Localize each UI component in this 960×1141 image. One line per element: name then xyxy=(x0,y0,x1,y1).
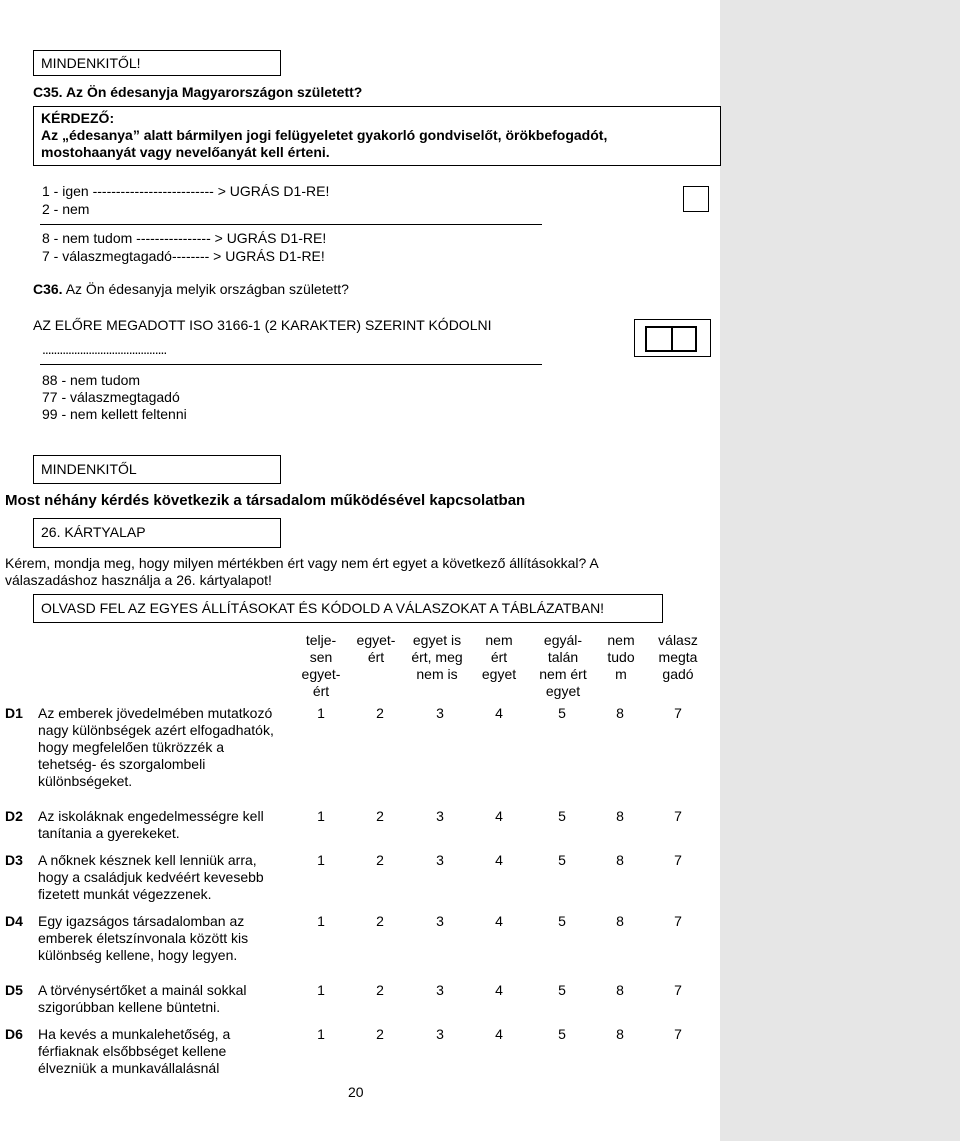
row-text: Az emberek jövedelmében mutatkozó nagy különbségek azért elfogadhatók, hogy megfelelően tükrözzék a tehetség- és szorgalombeli különbségeket. xyxy=(38,705,274,789)
answer-code[interactable]: 1 xyxy=(317,982,325,998)
row-text: A törvénysértőket a mainál sokkal szigorúbban kellene büntetni. xyxy=(38,982,247,1015)
interviewer-note-line: Az „édesanya” alatt bármilyen jogi felügyeletet gyakorló gondviselőt, örökbefogadót, xyxy=(41,127,608,143)
answer-code[interactable]: 2 xyxy=(376,705,384,721)
answer-code[interactable]: 7 xyxy=(674,705,682,721)
row-text: Az iskoláknak engedelmességre kell tanítania a gyerekeket. xyxy=(38,808,264,841)
answer-code[interactable]: 3 xyxy=(436,1026,444,1042)
read-instruction: OLVASD FEL AZ EGYES ÁLLÍTÁSOKAT ÉS KÓDOLD A VÁLASZOKAT A TÁBLÁZATBAN! xyxy=(41,600,605,616)
row-text: A nőknek késznek kell lenniük arra, hogy a családjuk kedvéért kevesebb fizetett munkát végezzenek. xyxy=(38,852,264,902)
answer-code[interactable]: 2 xyxy=(376,808,384,824)
answer-code[interactable]: 5 xyxy=(558,913,566,929)
answer-code[interactable]: 1 xyxy=(317,913,325,929)
row-id: D5 xyxy=(5,982,23,998)
interviewer-note-line: mostohaanyát vagy nevelőanyát kell érteni. xyxy=(41,144,330,160)
c35-option: 7 - válaszmegtagadó-------- > UGRÁS D1-RE! xyxy=(42,248,325,264)
answer-code[interactable]: 3 xyxy=(436,913,444,929)
card-box xyxy=(33,518,281,548)
row-id: D1 xyxy=(5,705,23,721)
answer-code[interactable]: 1 xyxy=(317,808,325,824)
c36-option: 99 - nem kellett feltenni xyxy=(42,406,187,422)
answer-code[interactable]: 4 xyxy=(495,852,503,868)
c36-code-cell-1[interactable] xyxy=(645,326,673,352)
c36-option: 77 - válaszmegtagadó xyxy=(42,389,180,405)
interviewer-note-box xyxy=(33,106,721,166)
c36-number: C36. xyxy=(33,281,63,297)
row-text: Egy igazságos társadalomban az emberek életszínvonala között kis különbség kellene, hogy legyen. xyxy=(38,913,249,963)
answer-code[interactable]: 4 xyxy=(495,1026,503,1042)
answer-code[interactable]: 5 xyxy=(558,705,566,721)
answer-code[interactable]: 8 xyxy=(616,982,624,998)
answer-code[interactable]: 2 xyxy=(376,982,384,998)
answer-code[interactable]: 7 xyxy=(674,1026,682,1042)
answer-code[interactable]: 1 xyxy=(317,1026,325,1042)
column-header: nem ért egyet xyxy=(481,632,517,682)
c36-question-text: Az Ön édesanyja melyik országban született? xyxy=(62,281,349,297)
answer-code[interactable]: 5 xyxy=(558,1026,566,1042)
answer-code[interactable]: 2 xyxy=(376,913,384,929)
c36-code-box xyxy=(634,319,711,357)
interviewer-note-title: KÉRDEZŐ: xyxy=(41,110,115,126)
section-box xyxy=(33,455,281,484)
divider xyxy=(40,224,542,225)
c35-option: 8 - nem tudom ---------------- > UGRÁS D1-RE! xyxy=(42,230,327,246)
column-header: egyet- ért xyxy=(356,632,396,665)
header-box-label: MINDENKITŐL! xyxy=(41,55,141,71)
answer-code[interactable]: 3 xyxy=(436,982,444,998)
card-label: 26. KÁRTYALAP xyxy=(41,524,146,540)
c36-instruction: AZ ELŐRE MEGADOTT ISO 3166-1 (2 KARAKTER) SZERINT KÓDOLNI xyxy=(33,317,492,333)
answer-code[interactable]: 1 xyxy=(317,705,325,721)
answer-code[interactable]: 4 xyxy=(495,808,503,824)
answer-code[interactable]: 7 xyxy=(674,982,682,998)
row-id: D3 xyxy=(5,852,23,868)
answer-code[interactable]: 2 xyxy=(376,852,384,868)
c36-code-cell-2[interactable] xyxy=(671,326,697,352)
column-header: egyet is ért, meg nem is xyxy=(411,632,463,682)
section-title: Most néhány kérdés következik a társadalom működésével kapcsolatban xyxy=(5,492,526,509)
comment-margin xyxy=(720,0,960,1141)
c36-option: 88 - nem tudom xyxy=(42,372,141,388)
section-intro: Kérem, mondja meg, hogy milyen mértékben ért vagy nem ért egyet a következő állításokkal? A xyxy=(5,555,599,571)
header-box xyxy=(33,50,281,76)
c35-option: 1 - igen -------------------------- > UGRÁS D1-RE! xyxy=(42,183,330,199)
answer-code[interactable]: 8 xyxy=(616,1026,624,1042)
answer-code[interactable]: 4 xyxy=(495,982,503,998)
answer-code[interactable]: 1 xyxy=(317,852,325,868)
answer-code[interactable]: 8 xyxy=(616,913,624,929)
answer-code[interactable]: 3 xyxy=(436,808,444,824)
row-text: Ha kevés a munkalehetőség, a férfiaknak elsőbbséget kellene élvezniük a munkavállalásnál xyxy=(38,1026,231,1076)
column-header: telje- sen egyet- ért xyxy=(301,632,341,699)
column-header: válasz megta gadó xyxy=(658,632,698,682)
answer-code[interactable]: 3 xyxy=(436,705,444,721)
answer-code[interactable]: 7 xyxy=(674,808,682,824)
c36-question xyxy=(33,281,349,298)
divider xyxy=(40,364,542,365)
answer-code[interactable]: 2 xyxy=(376,1026,384,1042)
c35-answer-box[interactable] xyxy=(683,186,709,212)
answer-code[interactable]: 8 xyxy=(616,705,624,721)
answer-code[interactable]: 4 xyxy=(495,705,503,721)
answer-code[interactable]: 7 xyxy=(674,913,682,929)
c36-dots: ........................................... xyxy=(42,341,167,357)
row-id: D2 xyxy=(5,808,23,824)
column-header: nem tudo m xyxy=(607,632,635,682)
page-number: 20 xyxy=(348,1084,364,1100)
column-header: egyál- talán nem ért egyet xyxy=(539,632,587,699)
answer-code[interactable]: 5 xyxy=(558,808,566,824)
row-id: D6 xyxy=(5,1026,23,1042)
answer-code[interactable]: 5 xyxy=(558,982,566,998)
read-instruction-box xyxy=(33,594,663,623)
answer-code[interactable]: 4 xyxy=(495,913,503,929)
answer-code[interactable]: 8 xyxy=(616,852,624,868)
section-box-label: MINDENKITŐL xyxy=(41,461,137,477)
section-intro: válaszadáshoz használja a 26. kártyalapot! xyxy=(5,572,272,588)
c35-option: 2 - nem xyxy=(42,201,90,217)
answer-code[interactable]: 3 xyxy=(436,852,444,868)
answer-code[interactable]: 8 xyxy=(616,808,624,824)
answer-code[interactable]: 5 xyxy=(558,852,566,868)
c35-question: C35. Az Ön édesanyja Magyarországon született? xyxy=(33,84,363,100)
answer-code[interactable]: 7 xyxy=(674,852,682,868)
row-id: D4 xyxy=(5,913,23,929)
